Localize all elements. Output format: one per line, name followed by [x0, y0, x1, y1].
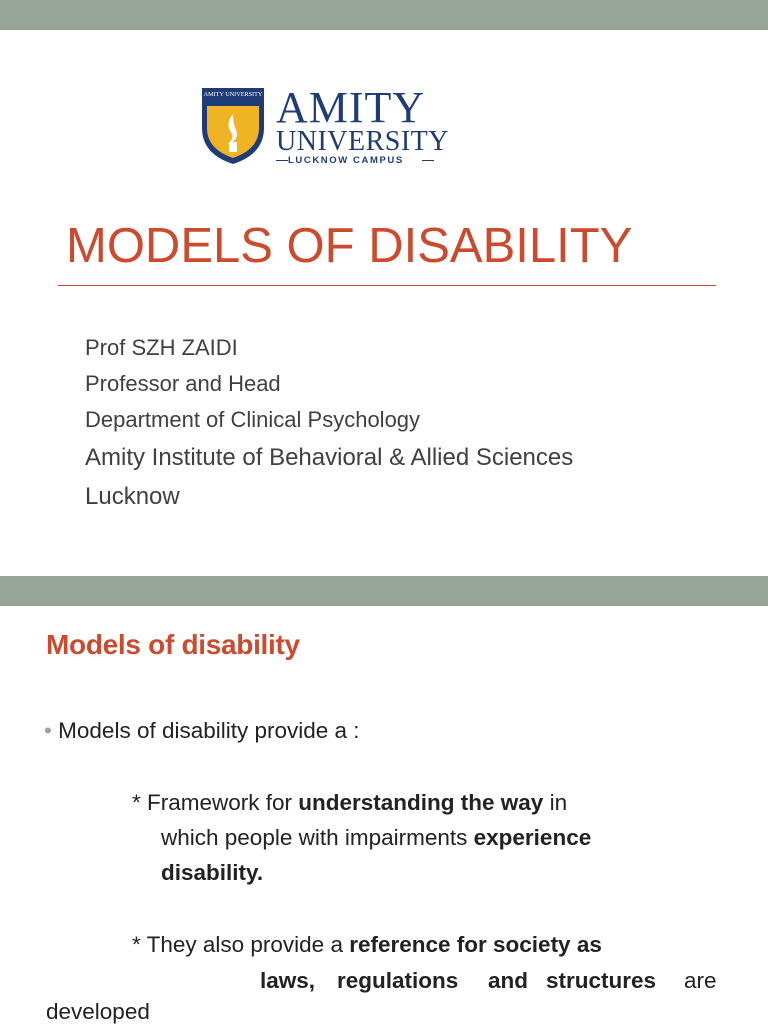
- logo-campus: LUCKNOW CAMPUS: [288, 155, 404, 166]
- slide-title: MODELS OF DISABILITY: [66, 219, 633, 273]
- item2-bold1: reference for society as: [349, 932, 602, 957]
- item2-w1-text: laws,: [260, 968, 316, 993]
- author-name: Prof SZH ZAIDI: [85, 335, 238, 360]
- author-city: Lucknow: [85, 483, 180, 510]
- item1-line3: [161, 858, 263, 888]
- item2-w4-text: structures: [546, 968, 657, 993]
- item2-w2: [337, 966, 458, 996]
- item1-line2: [161, 823, 591, 853]
- author-block: [85, 330, 573, 516]
- item2-w3: [488, 966, 528, 996]
- item2-w3-text: and: [488, 968, 529, 993]
- item2-w2-text: regulations: [337, 968, 459, 993]
- bullet-item: [44, 716, 360, 746]
- logo-wordmark: AMITY: [276, 83, 426, 132]
- item1-prefix: * Framework for: [132, 790, 299, 815]
- item2-w1: [260, 966, 315, 996]
- amity-logo: [200, 83, 449, 166]
- bullet-dot-icon: •: [44, 718, 52, 743]
- item1-bold2: experience: [473, 825, 592, 850]
- campus-rule-right: [422, 160, 434, 161]
- author-institute: Amity Institute of Behavioral & Allied Sciences: [85, 444, 574, 471]
- item2-last-text: developed: [46, 999, 150, 1024]
- item2-prefix: * They also provide a: [132, 932, 350, 957]
- item1-line1: [132, 788, 567, 818]
- amity-crest-icon: [200, 84, 266, 166]
- logo-subtitle: UNIVERSITY: [276, 126, 449, 157]
- crest-text: AMITY UNIVERSITY: [203, 91, 263, 98]
- section-title: Models of disability: [46, 629, 300, 660]
- item2-last: [46, 997, 150, 1027]
- bullet-text: Models of disability provide a :: [58, 718, 360, 743]
- top-band: [0, 0, 768, 30]
- author-position: Professor and Head: [85, 371, 281, 396]
- item1-line3-bold: disability.: [161, 860, 264, 885]
- title-divider: [58, 285, 716, 286]
- section-band: [0, 576, 768, 606]
- campus-rule-left: [276, 160, 288, 161]
- author-department: Department of Clinical Psychology: [85, 407, 421, 432]
- item2-w4: [546, 966, 656, 996]
- item1-line2-text: which people with impairments: [161, 825, 474, 850]
- item1-mid: in: [543, 790, 568, 815]
- item2-line1: [132, 930, 602, 960]
- item2-w5: [684, 966, 717, 996]
- item2-w5-text: are: [684, 968, 717, 993]
- item1-bold1: understanding the way: [298, 790, 544, 815]
